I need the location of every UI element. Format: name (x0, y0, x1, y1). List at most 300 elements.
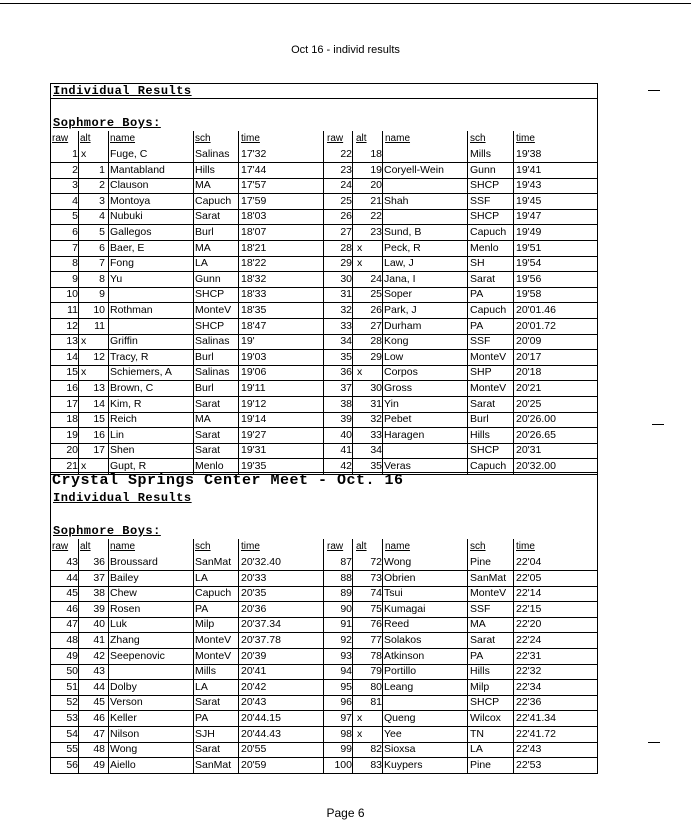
cell-time: 19'31 (241, 444, 267, 457)
top-rule (0, 3, 691, 4)
result-row (50, 649, 598, 665)
column-divider (352, 131, 353, 475)
cell-time: 22'04 (516, 556, 542, 568)
cell-raw: 44 (66, 571, 78, 584)
cell-sch: Sarat (470, 634, 496, 646)
cell-name: Gupt, R (110, 460, 147, 472)
cell-sch: Capuch (195, 587, 232, 600)
cell-alt: 21 (370, 194, 382, 207)
cell-alt: 45 (93, 696, 105, 709)
cell-raw: 54 (66, 727, 78, 740)
column-header-name: name (385, 541, 411, 552)
margin-mark (648, 90, 660, 91)
cell-raw: 95 (340, 680, 352, 693)
cell-alt: 11 (94, 319, 105, 332)
cell-alt: 20 (370, 179, 382, 192)
cell-name: Park, J (384, 304, 417, 316)
cell-raw: 92 (340, 634, 352, 646)
cell-raw: 9 (72, 272, 78, 285)
result-row (50, 287, 598, 303)
cell-time: 20'17 (516, 350, 542, 363)
cell-time: 20'09 (516, 335, 542, 348)
result-row (50, 319, 598, 335)
cell-time: 20'35 (241, 587, 267, 600)
cell-name: Zhang (110, 634, 140, 646)
cell-time: 20'32.00 (516, 460, 556, 472)
cell-name: Broussard (110, 556, 158, 568)
cell-sch: Sarat (470, 272, 496, 285)
cell-raw: 53 (66, 712, 78, 724)
cell-raw: 88 (340, 571, 352, 584)
cell-alt: 32 (370, 413, 382, 426)
cell-time: 19'58 (516, 288, 542, 301)
cell-name: Low (384, 350, 404, 363)
cell-alt: 39 (93, 602, 105, 615)
column-divider (238, 131, 239, 475)
column-divider (467, 539, 468, 773)
cell-raw: 30 (340, 272, 352, 285)
cell-sch: Milp (195, 618, 215, 631)
cell-sch: SHCP (195, 288, 225, 301)
page-footer: Page 6 (326, 806, 365, 820)
cell-time: 22'43 (516, 743, 542, 756)
cell-name: Clauson (110, 179, 149, 192)
column-header-time: time (516, 541, 535, 552)
cell-alt: 25 (370, 288, 382, 301)
cell-sch: Sarat (195, 743, 221, 756)
cell-name: Tracy, R (110, 350, 149, 363)
cell-raw: 17 (66, 397, 78, 410)
result-row (50, 225, 598, 241)
column-divider (352, 539, 353, 773)
column-header-alt: alt (356, 133, 367, 144)
cell-raw: 19 (66, 428, 78, 441)
cell-sch: Sarat (195, 397, 221, 410)
cell-raw: 39 (340, 413, 352, 426)
cell-time: 22'32 (516, 665, 542, 678)
cell-alt: 3 (99, 194, 105, 207)
cell-name: Kong (384, 335, 409, 348)
cell-name: Reed (384, 618, 410, 631)
cell-alt: 15 (93, 413, 105, 426)
cell-name: Tsui (384, 587, 403, 600)
cell-alt: 18 (370, 148, 382, 160)
result-row (50, 256, 598, 272)
column-header-sch: sch (195, 541, 211, 552)
cell-raw: 48 (66, 634, 78, 646)
cell-sch: Hills (195, 163, 215, 176)
cell-time: 20'59 (241, 758, 267, 771)
cell-alt: 74 (370, 587, 382, 600)
cell-time: 20'39 (241, 649, 267, 662)
cell-raw: 99 (340, 743, 352, 756)
cell-name: Mantabland (110, 163, 165, 176)
cell-name: Wong (110, 743, 138, 756)
result-row (50, 412, 598, 428)
cell-time: 20'55 (241, 743, 267, 756)
cell-time: 22'34 (516, 680, 542, 693)
column-header-raw: raw (327, 541, 344, 552)
cell-sch: Burl (195, 226, 214, 238)
column-divider (323, 539, 324, 773)
section1-title: Individual Results (53, 84, 192, 98)
cell-name: Coryell-Wein (384, 163, 444, 176)
cell-raw: 18 (66, 413, 78, 426)
cell-raw: 41 (340, 444, 352, 457)
cell-time: 19'06 (241, 366, 267, 379)
cell-name: Kumagai (384, 602, 426, 615)
cell-time: 22'05 (516, 571, 542, 584)
column-header-raw: raw (52, 133, 69, 144)
cell-raw: 10 (66, 288, 78, 301)
cell-sch: Salinas (195, 148, 230, 160)
meet-title: Crystal Springs Center Meet - Oct. 16 (52, 472, 404, 489)
cell-raw: 35 (340, 350, 352, 363)
cell-name: Veras (384, 460, 411, 472)
cell-alt: 76 (370, 618, 382, 631)
cell-raw: 23 (340, 163, 352, 176)
cell-time: 20'43 (241, 696, 267, 709)
column-header-name: name (110, 133, 136, 144)
section2-title: Individual Results (53, 491, 192, 505)
cell-sch: MonteV (470, 350, 507, 363)
cell-sch: MonteV (470, 382, 507, 394)
cell-alt: 35 (370, 460, 382, 472)
column-divider (108, 539, 109, 773)
cell-name: Schiemers, A (110, 366, 172, 379)
cell-name: Kuypers (384, 758, 423, 771)
cell-raw: 56 (66, 758, 78, 771)
cell-name: Wong (384, 556, 412, 568)
cell-time: 22'53 (516, 758, 542, 771)
cell-raw: 96 (340, 696, 352, 709)
cell-name: Brown, C (110, 382, 154, 394)
column-divider (382, 539, 383, 773)
cell-time: 22'41.72 (516, 727, 556, 740)
cell-time: 18'35 (241, 304, 267, 316)
cell-time: 20'42 (241, 680, 267, 693)
cell-name: Haragen (384, 428, 425, 441)
cell-raw: 26 (340, 210, 352, 223)
cell-raw: 37 (340, 382, 352, 394)
result-row (50, 147, 598, 163)
cell-time: 18'32 (241, 272, 267, 285)
result-row (50, 571, 598, 587)
result-row (50, 695, 598, 711)
cell-alt: x (357, 366, 363, 379)
cell-sch: MA (195, 179, 211, 192)
cell-name: Pebet (384, 413, 412, 426)
cell-time: 18'07 (241, 226, 267, 238)
cell-time: 19'27 (241, 428, 267, 441)
cell-raw: 87 (340, 556, 352, 568)
cell-sch: MA (195, 413, 211, 426)
cell-alt: 10 (93, 304, 105, 316)
cell-sch: Mills (195, 665, 216, 678)
cell-alt: 42 (93, 649, 105, 662)
cell-time: 20'26.65 (516, 428, 556, 441)
margin-mark (652, 424, 664, 425)
cell-alt: 27 (370, 319, 382, 332)
cell-raw: 7 (72, 241, 78, 254)
cell-alt: x (357, 712, 363, 724)
cell-time: 20'26.00 (516, 413, 556, 426)
column-divider (108, 131, 109, 475)
section1-subtitle: Sophmore Boys: (53, 116, 161, 130)
cell-time: 19'56 (516, 272, 542, 285)
cell-raw: 27 (340, 226, 352, 238)
cell-sch: Pine (470, 556, 492, 568)
cell-time: 19'35 (241, 460, 267, 472)
cell-raw: 42 (340, 460, 352, 472)
cell-alt: 79 (370, 665, 382, 678)
column-header-sch: sch (470, 133, 486, 144)
cell-sch: Sarat (195, 210, 221, 223)
cell-alt: 17 (93, 444, 105, 457)
cell-raw: 14 (66, 350, 78, 363)
cell-sch: Hills (470, 665, 490, 678)
cell-name: Obrien (384, 571, 416, 584)
result-row (50, 428, 598, 444)
cell-raw: 31 (340, 288, 352, 301)
cell-time: 20'32.40 (241, 556, 281, 568)
cell-sch: LA (195, 680, 208, 693)
cell-name: Luk (110, 618, 127, 631)
cell-alt: 29 (370, 350, 382, 363)
cell-sch: MonteV (470, 587, 507, 600)
cell-raw: 2 (72, 163, 78, 176)
cell-alt: 5 (99, 226, 105, 238)
cell-name: Portillo (384, 665, 417, 678)
cell-name: Durham (384, 319, 422, 332)
cell-sch: Menlo (195, 460, 224, 472)
cell-time: 19'14 (241, 413, 267, 426)
cell-time: 17'44 (241, 163, 267, 176)
column-header-time: time (241, 541, 260, 552)
cell-time: 22'31 (516, 649, 542, 662)
column-header-alt: alt (80, 541, 91, 552)
cell-alt: 82 (370, 743, 382, 756)
column-divider (323, 131, 324, 475)
cell-name: Sioxsa (384, 743, 416, 756)
result-row (50, 397, 598, 413)
cell-alt: x (81, 366, 87, 379)
cell-alt: 8 (99, 272, 105, 285)
cell-sch: MA (195, 241, 211, 254)
cell-alt: 26 (370, 304, 382, 316)
cell-name: Keller (110, 712, 137, 724)
cell-alt: 47 (93, 727, 105, 740)
cell-time: 18'47 (241, 319, 267, 332)
cell-time: 18'33 (241, 288, 267, 301)
cell-time: 19'51 (516, 241, 542, 254)
cell-alt: 30 (370, 382, 382, 394)
cell-name: Corpos (384, 366, 418, 379)
cell-sch: SJH (195, 727, 215, 740)
cell-sch: PA (470, 319, 484, 332)
cell-time: 19'47 (516, 210, 542, 223)
cell-sch: SanMat (195, 556, 232, 568)
cell-time: 22'36 (516, 696, 542, 709)
cell-alt: 9 (99, 288, 105, 301)
cell-alt: x (357, 241, 363, 254)
column-header-name: name (110, 541, 136, 552)
cell-alt: 77 (370, 634, 382, 646)
result-row (50, 334, 598, 350)
cell-raw: 4 (72, 194, 78, 207)
cell-name: Aiello (110, 758, 136, 771)
cell-alt: 44 (93, 680, 105, 693)
cell-alt: x (357, 727, 363, 740)
cell-time: 18'03 (241, 210, 267, 223)
cell-sch: MonteV (195, 634, 232, 646)
cell-sch: LA (470, 743, 483, 756)
cell-alt: 37 (93, 571, 105, 584)
cell-raw: 100 (334, 758, 352, 771)
result-row (50, 633, 598, 649)
column-header-sch: sch (195, 133, 211, 144)
cell-sch: Milp (470, 680, 490, 693)
cell-alt: 23 (370, 226, 382, 238)
cell-alt: 12 (93, 350, 105, 363)
cell-raw: 1 (72, 148, 78, 160)
cell-sch: SanMat (470, 571, 507, 584)
cell-raw: 34 (340, 335, 352, 348)
result-row (50, 209, 598, 225)
cell-alt: 41 (93, 634, 105, 646)
cell-alt: 7 (99, 257, 105, 270)
cell-time: 19'11 (241, 382, 266, 394)
cell-raw: 8 (72, 257, 78, 270)
result-row (50, 758, 598, 774)
cell-name: Law, J (384, 257, 414, 270)
cell-name: Seepenovic (110, 649, 165, 662)
cell-sch: SanMat (195, 758, 232, 771)
result-row (50, 303, 598, 319)
cell-raw: 15 (66, 366, 78, 379)
column-divider (238, 539, 239, 773)
cell-time: 20'37.78 (241, 634, 281, 646)
cell-name: Gross (384, 382, 413, 394)
cell-alt: 49 (93, 758, 105, 771)
cell-raw: 43 (66, 556, 78, 568)
cell-sch: PA (195, 602, 209, 615)
cell-name: Sund, B (384, 226, 422, 238)
cell-raw: 90 (340, 602, 352, 615)
cell-sch: Capuch (470, 460, 507, 472)
cell-sch: SHCP (470, 210, 500, 223)
cell-alt: 81 (370, 696, 382, 709)
page-header: Oct 16 - individ results (291, 44, 400, 56)
cell-alt: 72 (370, 556, 382, 568)
title-rule (50, 98, 598, 99)
result-row (50, 586, 598, 602)
cell-raw: 29 (340, 257, 352, 270)
cell-time: 20'01.46 (516, 304, 556, 316)
result-row (50, 664, 598, 680)
result-row (50, 602, 598, 618)
column-header-alt: alt (80, 133, 91, 144)
cell-time: 22'41.34 (516, 712, 556, 724)
cell-raw: 5 (72, 210, 78, 223)
cell-time: 18'22 (241, 257, 267, 270)
cell-alt: 46 (93, 712, 105, 724)
cell-name: Bailey (110, 571, 139, 584)
cell-sch: SSF (470, 194, 491, 207)
cell-raw: 51 (66, 680, 78, 693)
result-row (50, 381, 598, 397)
cell-alt: 40 (93, 618, 105, 631)
cell-name: Solakos (384, 634, 422, 646)
cell-time: 19'03 (241, 350, 267, 363)
cell-raw: 94 (340, 665, 352, 678)
cell-alt: 36 (93, 556, 105, 568)
cell-raw: 91 (340, 618, 352, 631)
cell-name: Peck, R (384, 241, 421, 254)
cell-raw: 3 (72, 179, 78, 192)
result-row (50, 350, 598, 366)
cell-raw: 13 (66, 335, 78, 348)
column-divider (78, 539, 79, 773)
cell-name: Fong (110, 257, 134, 270)
cell-name: Baer, E (110, 241, 145, 254)
cell-alt: 80 (370, 680, 382, 693)
cell-alt: 73 (370, 571, 382, 584)
cell-sch: SSF (470, 335, 491, 348)
cell-time: 20'18 (516, 366, 542, 379)
cell-alt: 43 (93, 665, 105, 678)
column-header-raw: raw (52, 541, 69, 552)
column-divider (193, 131, 194, 475)
cell-time: 20'44.43 (241, 727, 281, 740)
cell-time: 19'54 (516, 257, 542, 270)
cell-time: 20'33 (241, 571, 267, 584)
cell-time: 20'31 (516, 444, 542, 457)
row-rule (50, 773, 598, 774)
cell-sch: Gunn (195, 272, 221, 285)
result-row (50, 555, 598, 571)
cell-raw: 28 (340, 241, 352, 254)
cell-raw: 24 (340, 179, 352, 192)
cell-name: Yee (384, 727, 402, 740)
cell-sch: Sarat (195, 444, 221, 457)
cell-sch: Capuch (470, 304, 507, 316)
cell-sch: SSF (470, 602, 491, 615)
cell-raw: 16 (66, 382, 78, 394)
cell-name: Shen (110, 444, 135, 457)
cell-name: Soper (384, 288, 413, 301)
cell-alt: 22 (370, 210, 382, 223)
cell-alt: 4 (99, 210, 105, 223)
cell-sch: Salinas (195, 335, 230, 348)
cell-sch: SHCP (470, 696, 500, 709)
cell-time: 20'21 (516, 382, 542, 394)
cell-name: Queng (384, 712, 416, 724)
cell-name: Nilson (110, 727, 140, 740)
cell-alt: 19 (370, 163, 382, 176)
cell-raw: 98 (340, 727, 352, 740)
cell-sch: SHCP (470, 444, 500, 457)
cell-name: Reich (110, 413, 137, 426)
cell-raw: 11 (67, 304, 78, 316)
cell-raw: 45 (66, 587, 78, 600)
result-row (50, 727, 598, 743)
cell-alt: x (357, 257, 363, 270)
cell-sch: Burl (195, 382, 214, 394)
cell-alt: 16 (93, 428, 105, 441)
cell-time: 19'49 (516, 226, 542, 238)
cell-sch: Sarat (195, 428, 221, 441)
